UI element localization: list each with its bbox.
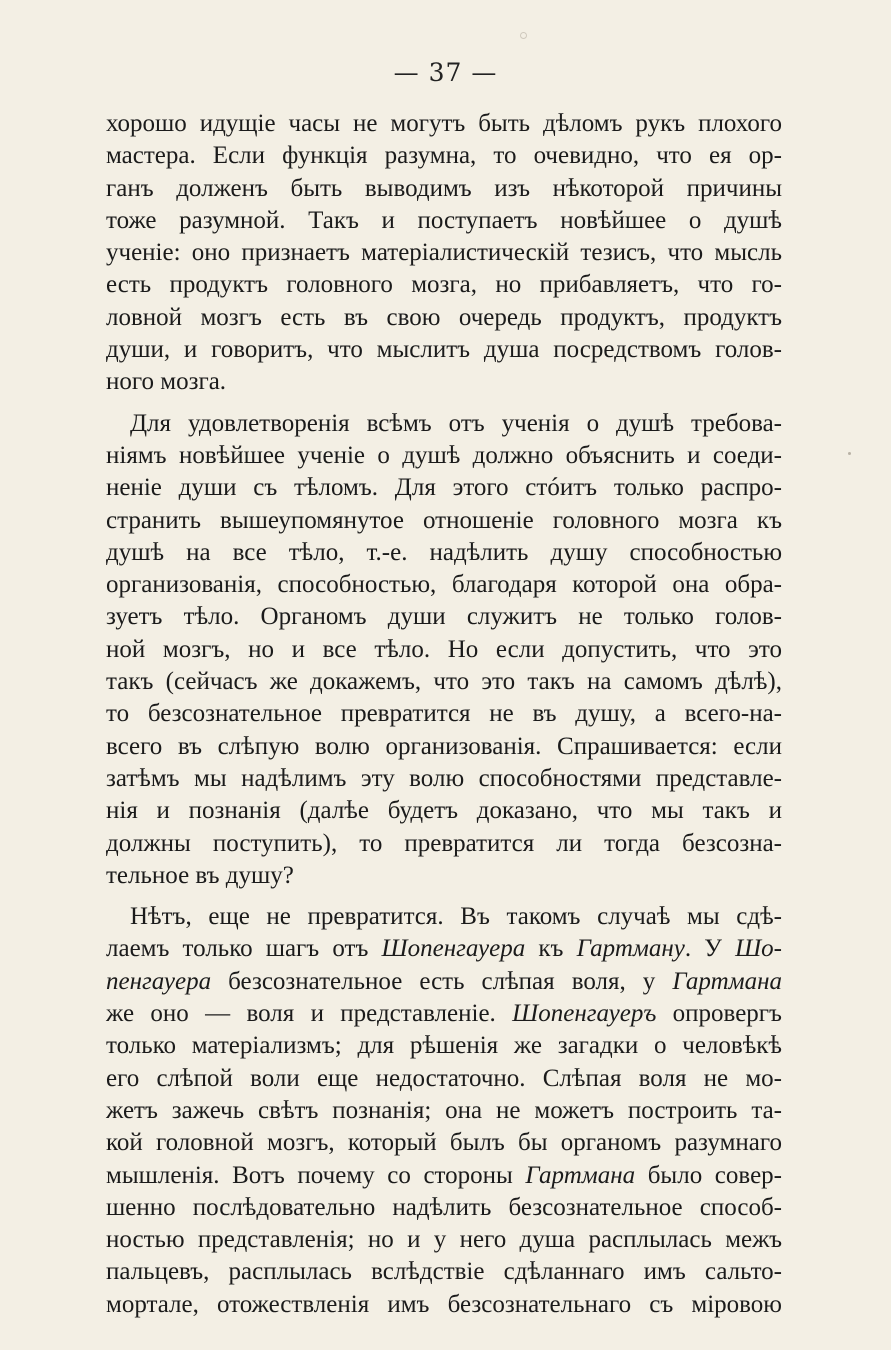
text-line [106, 966, 782, 998]
text-run: опровергъ [656, 1000, 782, 1028]
text-run: было совер- [635, 1161, 782, 1189]
text-run: кой головной мозгъ, который былъ бы органомъ разумнаго [106, 1129, 782, 1157]
text-run: безсознательное есть слѣпая воля, у [211, 967, 673, 995]
text-run: его слѣпой воли еще недостаточно. Слѣпая воля не мо- [106, 1064, 782, 1092]
text-run: организованія, способностью, благодаря которой она обра- [106, 571, 782, 599]
text-run: ловной мозгъ есть въ свою очередь продуктъ, продуктъ [106, 303, 782, 331]
text-run: всего въ слѣпую волю организованія. Спрашивается: если [106, 732, 782, 760]
text-line [106, 1030, 782, 1062]
text-run: мастера. Если функція разумна, то очевидно, что ея ор- [106, 142, 782, 170]
text-line [106, 634, 782, 666]
text-run: ученіе: оно признаетъ матеріалистическій тезисъ, что мысль [106, 239, 782, 267]
text-run: хорошо идущіе часы не могутъ быть дѣломъ рукъ плохого [106, 110, 782, 137]
print-speck [848, 452, 851, 455]
text-run: же оно — воля и представленіе. [106, 1000, 513, 1028]
text-line [106, 901, 782, 933]
text-run: Для удовлетворенія всѣмъ отъ ученія о душѣ требова- [130, 409, 782, 437]
text-run: мышленія. Вотъ почему со стороны [106, 1161, 526, 1189]
text-line [106, 601, 782, 633]
text-run: пальцевъ, расплылась вслѣдствіе сдѣланнаго имъ сальто- [106, 1258, 782, 1286]
text-line [106, 302, 782, 334]
text-run: лаемъ только шагъ отъ [106, 935, 382, 963]
print-speck [520, 32, 527, 39]
text-run: должны поступить), то превратится ли тогда безсозна- [106, 829, 782, 857]
text-line [106, 140, 782, 172]
text-line [106, 1224, 782, 1256]
text-line [106, 108, 782, 140]
text-line [106, 933, 782, 965]
text-line [106, 828, 782, 860]
text-line [106, 1289, 782, 1321]
text-line [106, 472, 782, 504]
text-run: ного мозга. [106, 368, 227, 396]
text-run: такъ (сейчасъ же докажемъ, что это такъ на самомъ дѣлѣ), [106, 668, 782, 696]
text-line [106, 366, 782, 398]
paragraph [106, 901, 782, 1321]
text-line [106, 1095, 782, 1127]
text-run: ной мозгъ, но и все тѣло. Но если допустить, что это [106, 635, 782, 663]
text-line [106, 1256, 782, 1288]
italic-name: Гартману [576, 935, 685, 963]
italic-name: пенгауера [106, 967, 212, 995]
italic-name: Шопенгауеръ [512, 1000, 657, 1028]
text-run: тельное въ душу? [106, 861, 294, 889]
page-number: — 37 — [393, 58, 498, 87]
text-run: . У [684, 935, 736, 963]
text-line [106, 440, 782, 472]
text-run: мортале, отожествленія имъ безсознательнаго съ міровою [106, 1290, 782, 1318]
text-line [106, 731, 782, 763]
italic-name: Гартмана [672, 967, 782, 995]
text-line [106, 1192, 782, 1224]
text-run: тоже разумной. Такъ и поступаетъ новѣйшее о душѣ [106, 206, 782, 234]
text-line [106, 334, 782, 366]
text-run: ностью представленія; но и у него душа расплылась межъ [106, 1226, 782, 1254]
text-line [106, 763, 782, 795]
text-line [106, 173, 782, 205]
text-line [106, 537, 782, 569]
text-run: только матеріализмъ; для рѣшенія же загадки о человѣкѣ [106, 1032, 782, 1060]
text-run: ганъ долженъ быть выводимъ изъ нѣкоторой причины [106, 174, 782, 202]
text-line [106, 505, 782, 537]
text-run: затѣмъ мы надѣлимъ эту волю способностями представле- [106, 764, 782, 792]
text-run: зуетъ тѣло. Органомъ души служитъ не только голов- [106, 603, 782, 631]
paragraph [106, 108, 782, 399]
text-line [106, 408, 782, 440]
text-line [106, 1160, 782, 1192]
text-run: шенно послѣдовательно надѣлить безсознательное способ- [106, 1193, 782, 1221]
text-line [106, 1063, 782, 1095]
italic-name: Шо- [735, 935, 782, 963]
body-text [106, 108, 782, 1330]
text-run: къ [525, 935, 577, 963]
paragraph [106, 408, 782, 892]
text-run: ніямъ новѣйшее ученіе о душѣ должно объяснить и соеди- [106, 441, 782, 469]
text-run: нія и познанія (далѣе будетъ доказано, что мы такъ и [106, 797, 782, 825]
text-run: жетъ зажечь свѣтъ познанія; она не можетъ построить та- [106, 1096, 782, 1124]
text-line [106, 237, 782, 269]
text-line [106, 998, 782, 1030]
italic-name: Шопенгауера [381, 935, 526, 963]
text-line [106, 269, 782, 301]
text-line [106, 795, 782, 827]
text-line [106, 698, 782, 730]
text-run: душѣ на все тѣло, т.-е. надѣлить душу способностью [106, 538, 782, 566]
text-line [106, 860, 782, 892]
text-run: Нѣтъ, еще не превратится. Въ такомъ случаѣ мы сдѣ- [130, 903, 782, 931]
text-line [106, 1127, 782, 1159]
text-line [106, 205, 782, 237]
text-run: есть продуктъ головного мозга, но прибавляетъ, что го- [106, 271, 782, 299]
text-run: души, и говоритъ, что мыслитъ душа посредствомъ голов- [106, 336, 782, 364]
text-line [106, 569, 782, 601]
italic-name: Гартмана [525, 1161, 636, 1189]
text-run: странить вышеупомянутое отношеніе головного мозга къ [106, 506, 782, 534]
text-run: то безсознательное превратится не въ душу, а всего-на- [106, 700, 782, 728]
text-run: неніе души съ тѣломъ. Для этого стóитъ только распро- [106, 474, 782, 502]
text-line [106, 666, 782, 698]
